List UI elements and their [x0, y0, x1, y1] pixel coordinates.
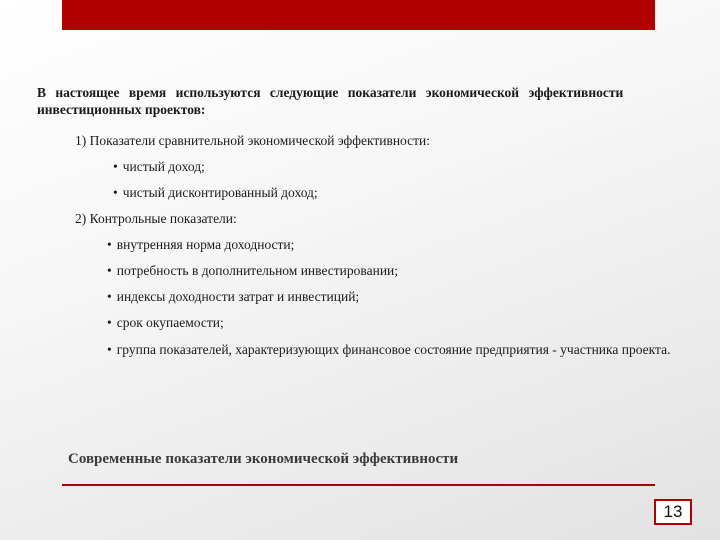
slide-title: Современные показатели экономической эффективности: [68, 451, 459, 467]
top-accent-bar: [62, 0, 655, 30]
list-item: • группа показателей, характеризующих финансовое состояние предприятия - участника проекта.: [107, 342, 671, 357]
list-item: • чистый дисконтированный доход;: [113, 185, 318, 200]
slide-body: [37, 84, 682, 359]
list-item: • чистый доход;: [113, 159, 205, 174]
intro-line-1: В настоящее время используются следующие показатели экономической эффективности: [37, 85, 624, 100]
list-item: • срок окупаемости;: [107, 315, 224, 330]
list-item: • индексы доходности затрат и инвестиций;: [107, 289, 360, 304]
group1-title: 1) Показатели сравнительной экономической эффективности:: [75, 133, 431, 148]
list-item: • внутренняя норма доходности;: [107, 237, 295, 252]
group2-title: 2) Контрольные показатели:: [75, 211, 237, 226]
list-item: • потребность в дополнительном инвестировании;: [107, 263, 399, 278]
intro-line-2: инвестиционных проектов:: [37, 102, 206, 117]
page-number: 13: [654, 499, 692, 525]
footer-divider: [62, 484, 655, 486]
